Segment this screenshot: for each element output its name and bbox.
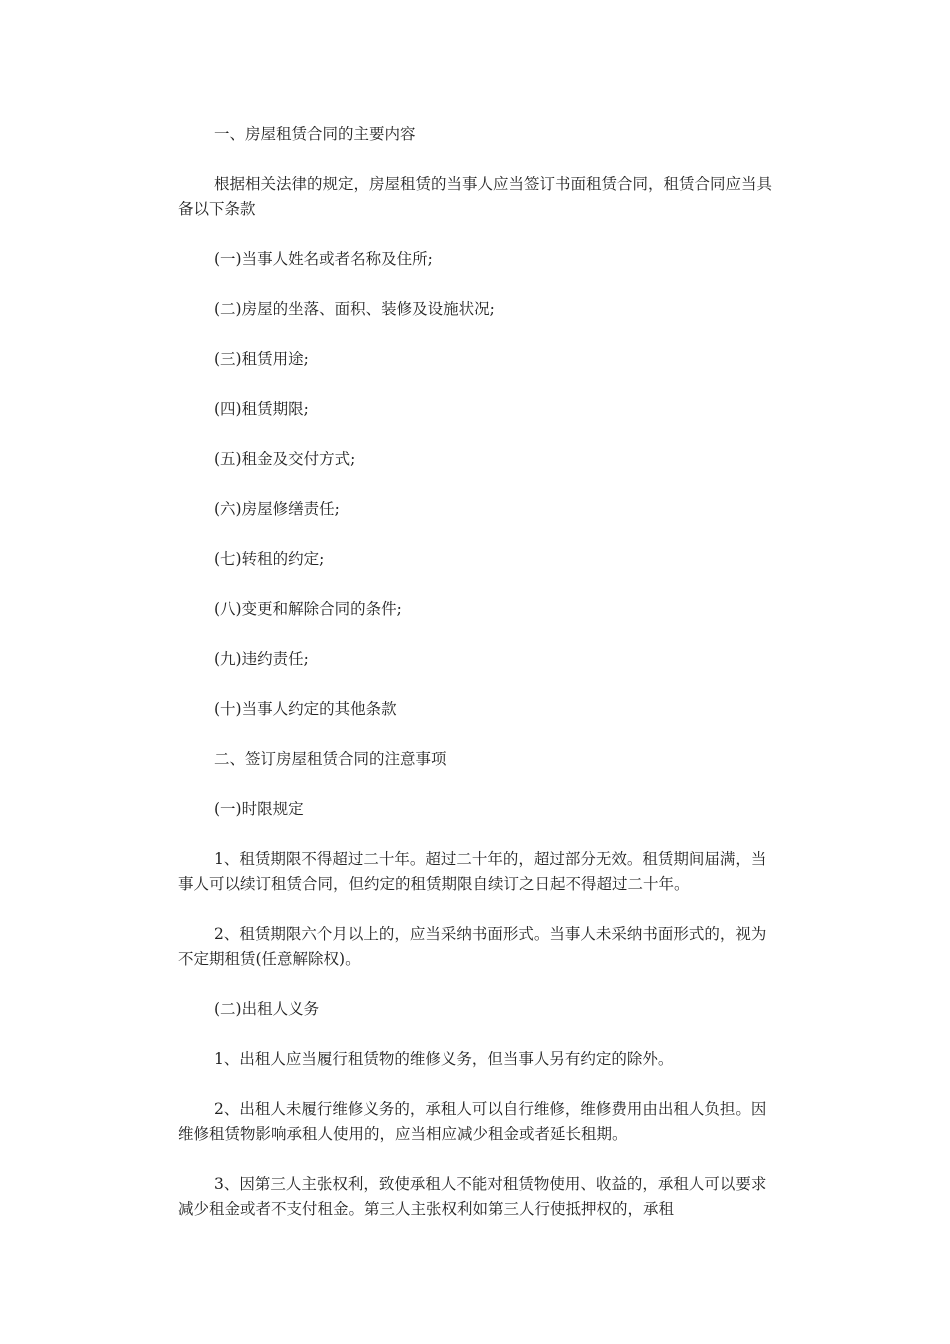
section-heading-notes: 二、签订房屋租赁合同的注意事项 [214, 750, 447, 768]
clause-item: (四)租赁期限; [214, 400, 309, 418]
clause-item: (七)转租的约定; [214, 550, 325, 568]
clause-item: (三)租赁用途; [214, 350, 309, 368]
body-paragraph: 1、租赁期限不得超过二十年。超过二十年的，超过部分无效。租赁期间届满，当事人可以续订租赁合同，但约定的租赁期限自续订之日起不得超过二十年。 [178, 850, 767, 893]
section-heading-main-content: 一、房屋租赁合同的主要内容 [214, 125, 416, 143]
clause-item: (九)违约责任; [214, 650, 309, 668]
clause-item: (五)租金及交付方式; [214, 450, 356, 468]
subsection-heading-time-limit: (一)时限规定 [214, 800, 304, 818]
subsection-heading-lessor-duties: (二)出租人义务 [214, 1000, 320, 1018]
body-paragraph: 2、出租人未履行维修义务的，承租人可以自行维修，维修费用由出租人负担。因维修租赁物影响承租人使用的，应当相应减少租金或者延长租期。 [178, 1100, 767, 1143]
clause-item: (一)当事人姓名或者名称及住所; [214, 250, 433, 268]
intro-paragraph: 根据相关法律的规定，房屋租赁的当事人应当签订书面租赁合同，租赁合同应当具备以下条款 [178, 175, 773, 218]
body-paragraph: 2、租赁期限六个月以上的，应当采纳书面形式。当事人未采纳书面形式的，视为不定期租赁(任意解除权)。 [178, 925, 767, 968]
clause-item: (六)房屋修缮责任; [214, 500, 340, 518]
clause-item: (二)房屋的坐落、面积、装修及设施状况; [214, 300, 495, 318]
body-paragraph: 3、因第三人主张权利，致使承租人不能对租赁物使用、收益的，承租人可以要求减少租金或者不支付租金。第三人主张权利如第三人行使抵押权的，承租 [178, 1175, 767, 1218]
clause-item: (十)当事人约定的其他条款 [214, 700, 397, 718]
document-body [178, 122, 778, 1247]
clause-item: (八)变更和解除合同的条件; [214, 600, 402, 618]
body-paragraph: 1、出租人应当履行租赁物的维修义务，但当事人另有约定的除外。 [214, 1050, 674, 1068]
